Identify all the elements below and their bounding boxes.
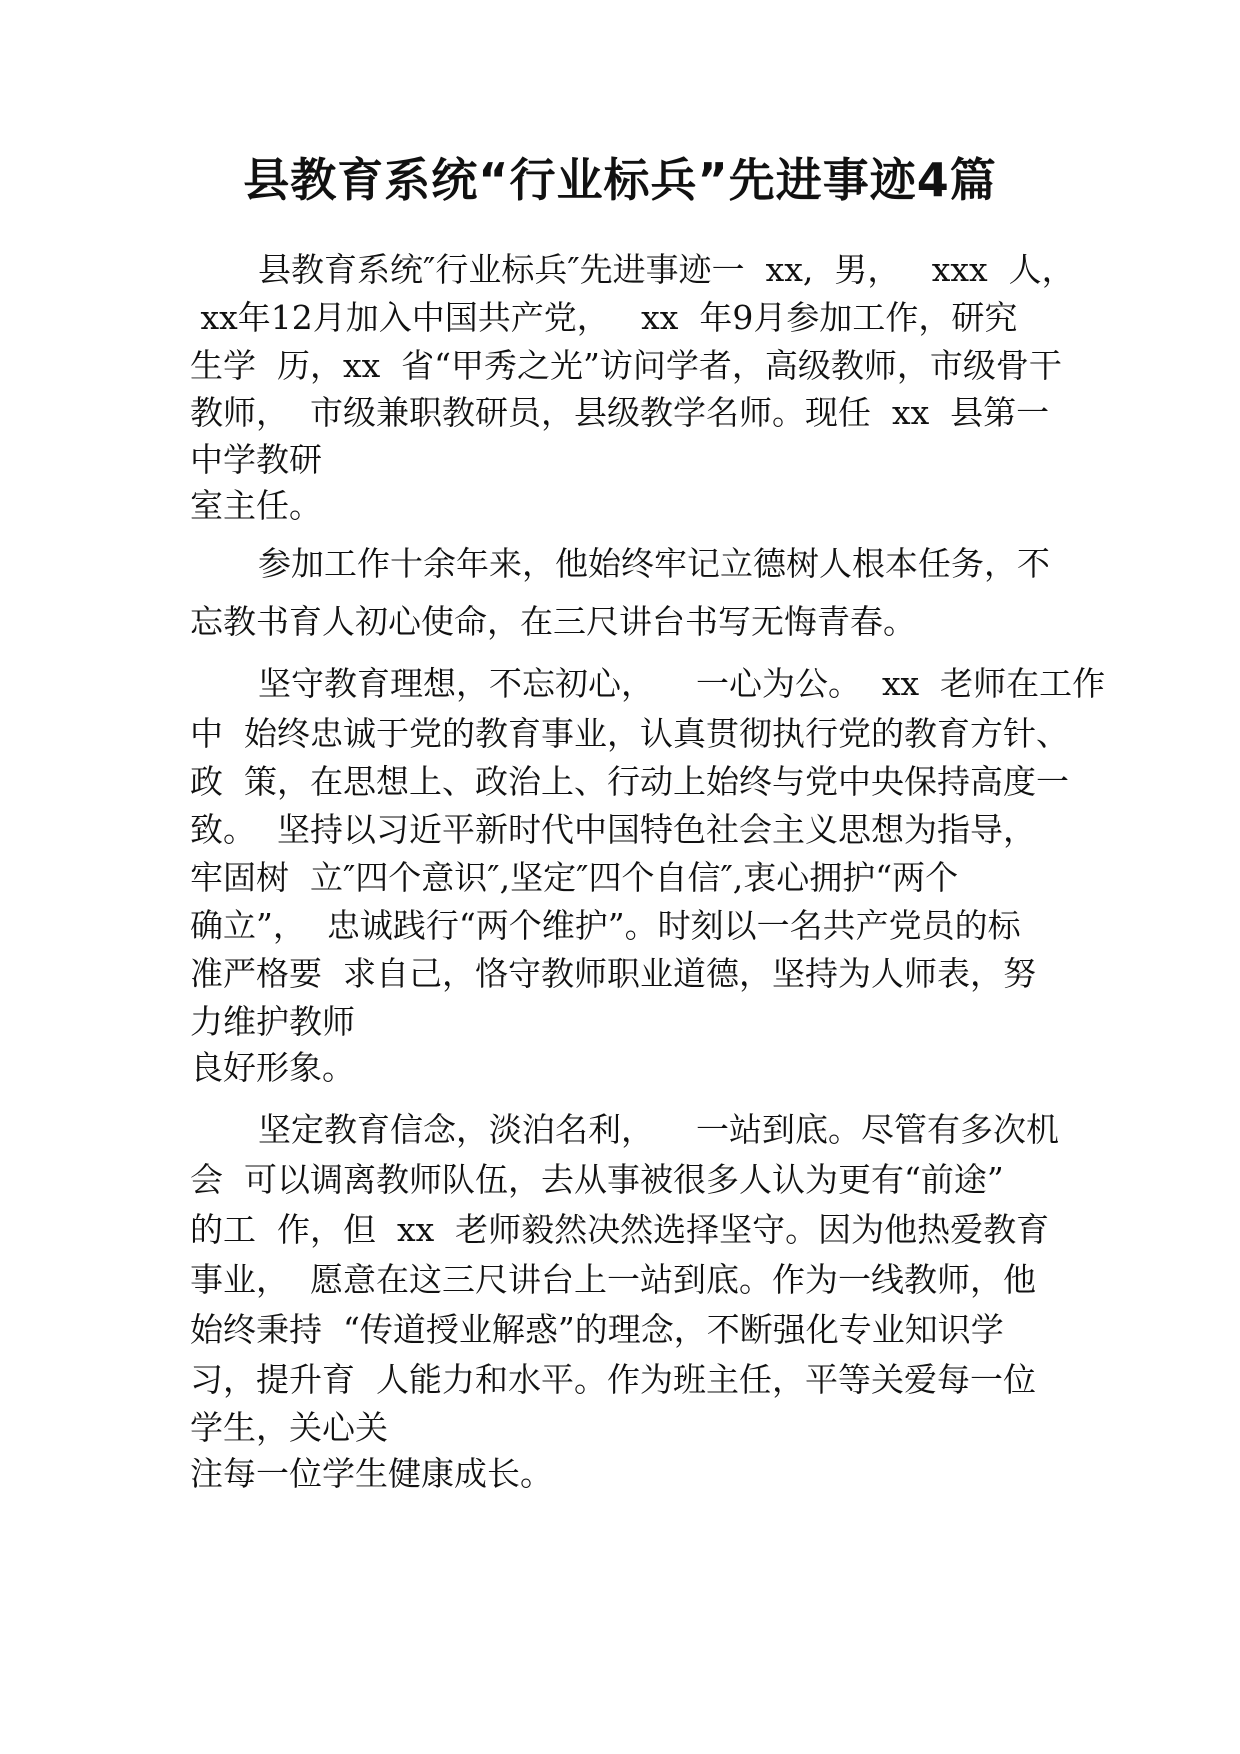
- paragraph-3-line-7: 准严格要 求自己，恪守教师职业道德，坚持为人师表，努: [190, 954, 1036, 993]
- paragraph-1-line-5: 中学教研: [190, 440, 322, 479]
- paragraph-4-line-1: 坚定教育信念，淡泊名利， 一站到底。尽管有多次机: [258, 1110, 1059, 1149]
- paragraph-3-line-5: 牢固树 立″四个意识″,坚定″四个自信″,衷心拥护“两个: [190, 858, 959, 897]
- paragraph-4-line-4: 事业， 愿意在这三尺讲台上一站到底。作为一线教师，他: [190, 1260, 1036, 1299]
- paragraph-4-line-7: 学生，关心关: [190, 1408, 388, 1447]
- paragraph-4-line-2: 会 可以调离教师队伍，去从事被很多人认为更有“前途”: [190, 1160, 1004, 1199]
- paragraph-1-line-4: 教师， 市级兼职教研员，县级教学名师。现任 xx 县第一: [190, 393, 1050, 432]
- paragraph-1-line-2: xx年12月加入中国共产党， xx 年9月参加工作，研究: [190, 298, 1018, 337]
- document-title: 县教育系统“行业标兵”先进事迹4篇: [243, 153, 997, 207]
- paragraph-1-line-6: 室主任。: [190, 486, 322, 525]
- paragraph-4-line-6: 习，提升育 人能力和水平。作为班主任，平等关爱每一位: [190, 1360, 1036, 1399]
- paragraph-1-line-3: 生学 历，xx 省“甲秀之光”访问学者，高级教师，市级骨干: [190, 346, 1062, 385]
- paragraph-4-line-8: 注每一位学生健康成长。: [190, 1454, 553, 1493]
- paragraph-4-line-5: 始终秉持 “传道授业解惑”的理念，不断强化专业知识学: [190, 1310, 1004, 1349]
- paragraph-3-line-6: 确立”， 忠诚践行“两个维护”。时刻以一名共产党员的标: [190, 906, 1021, 945]
- paragraph-3-line-1: 坚守教育理想，不忘初心， 一心为公。 xx 老师在工作: [258, 664, 1106, 703]
- paragraph-3-line-3: 政 策，在思想上、政治上、行动上始终与党中央保持高度一: [190, 762, 1069, 801]
- paragraph-2-line-2: 忘教书育人初心使命，在三尺讲台书写无悔青春。: [190, 602, 916, 641]
- paragraph-3-line-2: 中 始终忠诚于党的教育事业，认真贯彻执行党的教育方针、: [190, 714, 1069, 753]
- paragraph-3-line-4: 致。 坚持以习近平新时代中国特色社会主义思想为指导，: [190, 810, 1036, 849]
- paragraph-3-line-8: 力维护教师: [190, 1002, 355, 1041]
- paragraph-4-line-3: 的工 作，但 xx 老师毅然决然选择坚守。因为他热爱教育: [190, 1210, 1050, 1249]
- paragraph-3-line-9: 良好形象。: [190, 1048, 355, 1087]
- paragraph-2-line-1: 参加工作十余年来，他始终牢记立德树人根本任务，不: [258, 544, 1050, 583]
- paragraph-1-line-1: 县教育系统″行业标兵″先进事迹一 xx, 男， xxx 人，: [258, 250, 1075, 289]
